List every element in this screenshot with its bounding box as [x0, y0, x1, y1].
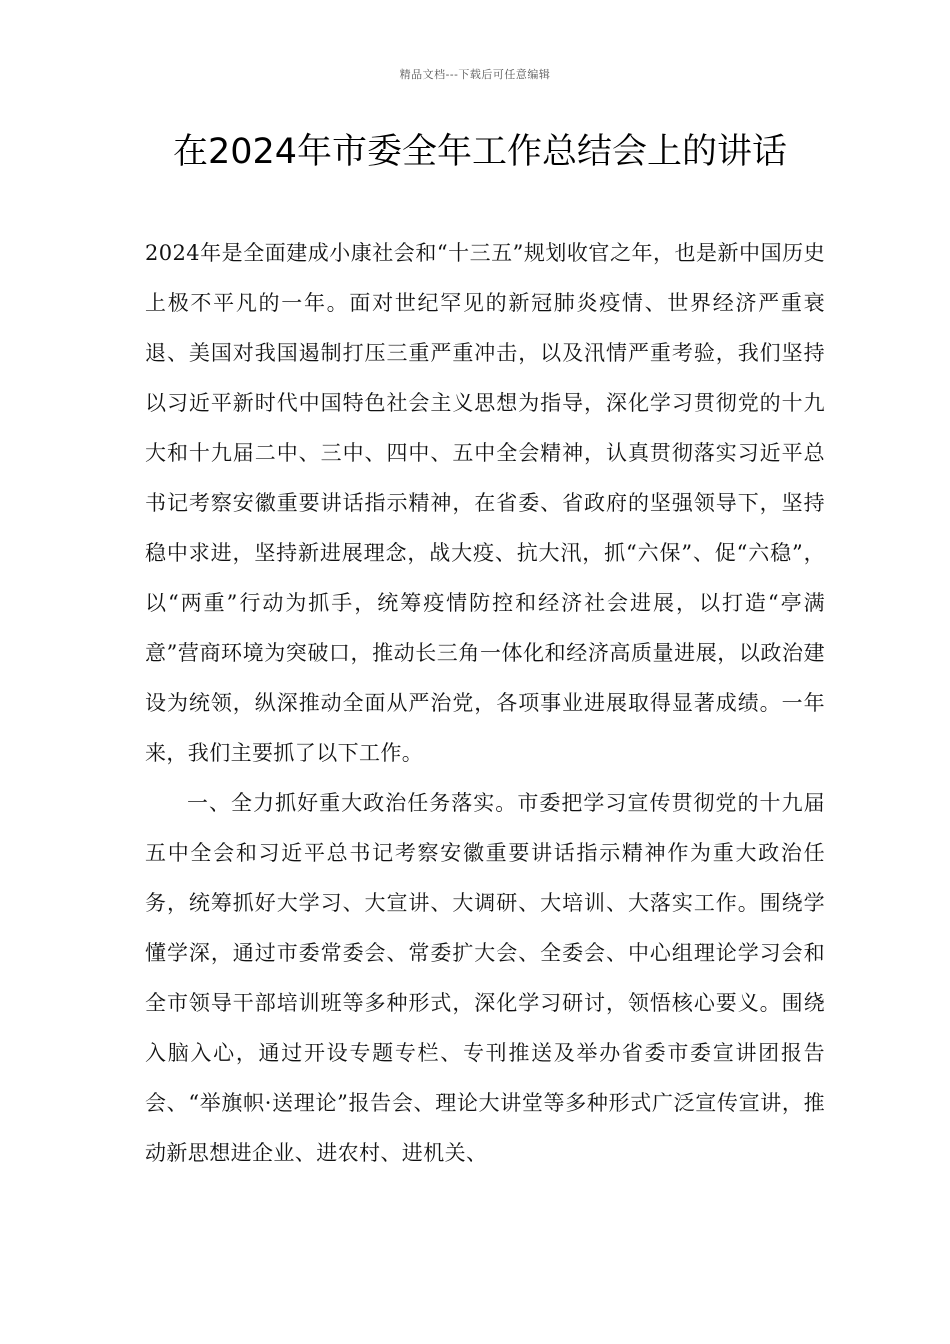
document-title: 在2024年市委全年工作总结会上的讲话: [172, 132, 788, 172]
paragraph-intro: 2024年是全面建成小康社会和“十三五”规划收官之年，也是新中国历史上极不平凡的一年。面对世纪罕见的新冠肺炎疫情、世界经济严重衰退、美国对我国遏制打压三重严重冲击，以及汛情严重考验，我们坚持以习近平新时代中国特色社会主义思想为指导，深化学习贯彻党的十九大和十九届二中、三中、四中、五中全会精神，认真贯彻落实习近平总书记考察安徽重要讲话指示精神，在省委、省政府的坚强领导下，坚持稳中求进，坚持新进展理念，战大疫、抗大汛，抓“六保”、促“六稳”，以“两重”行动为抓手，统筹疫情防控和经济社会进展，以打造“亭满意”营商环境为突破口，推动长三角一体化和经济高质量进展，以政治建设为统领，纵深推动全面从严治党，各项事业进展取得显著成绩。一年来，我们主要抓了以下工作。: [145, 241, 825, 765]
paragraph-section-one: 一、全力抓好重大政治任务落实。市委把学习宣传贯彻党的十九届五中全会和习近平总书记考察安徽重要讲话指示精神作为重大政治任务，统筹抓好大学习、大宣讲、大调研、大培训、大落实工作。围绕学懂学深，通过市委常委会、常委扩大会、全委会、中心组理论学习会和全市领导干部培训班等多种形式，深化学习研讨，领悟核心要义。围绕入脑入心，通过开设专题专栏、专刊推送及举办省委市委宣讲团报告会、“举旗帜·送理论”报告会、理论大讲堂等多种形式广泛宣传宣讲，推动新思想进企业、进农村、进机关、: [145, 791, 825, 1165]
page-header-watermark: 精品文档---下载后可任意编辑: [399, 68, 551, 81]
document-body: [145, 228, 825, 1178]
